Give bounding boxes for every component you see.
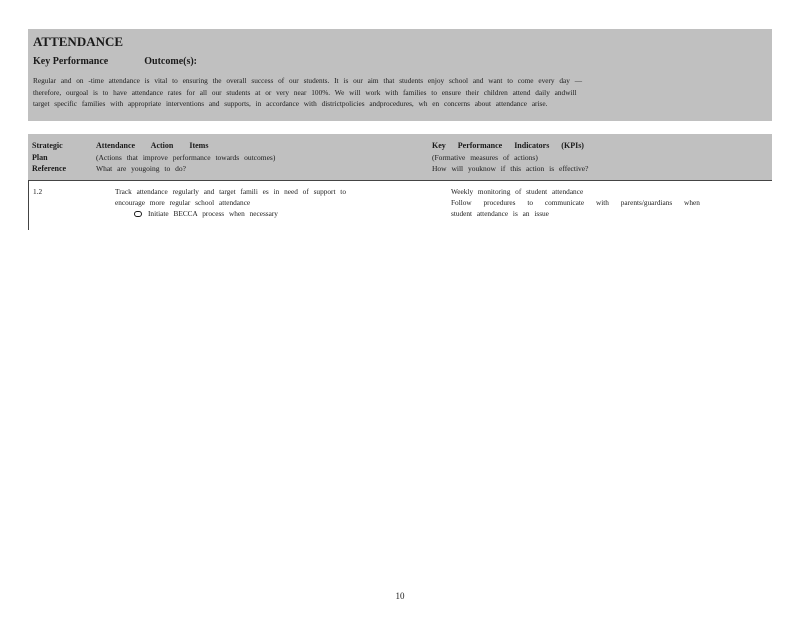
paragraph-line: therefore, ourgoal is to have attendance rates for all our students at or very near 100%. We will work with families to ensure their children attend daily andwill xyxy=(33,87,577,97)
kpi-item-continued: student attendance is an issue xyxy=(451,209,549,218)
paragraph-line: Regular and on -time attendance is vital to ensuring the overall success of our students. It is our aim that students enjoy school and want to come every day — xyxy=(33,76,583,85)
table-header-band xyxy=(28,134,772,180)
header-kpi-sub: (Formative measures of actions) xyxy=(432,152,538,162)
paragraph-line: target specific families with appropriate interventions and supports, in accordance with districtpolicies andprocedures, wh en concerns about attendance arise. xyxy=(33,99,548,108)
outcome-paragraph xyxy=(33,75,733,110)
sub-action-item xyxy=(134,208,278,219)
kpi-item: Follow procedures to communicate with parents/guardians when xyxy=(451,198,700,207)
attendance-header-band xyxy=(28,29,772,121)
key-performance-outcomes-label xyxy=(33,56,197,67)
header-items-title: Attendance Action Items xyxy=(96,141,209,150)
action-item-line: Track attendance regularly and target famili es in need of support to xyxy=(115,187,346,196)
header-strategic-plan-reference xyxy=(32,140,66,175)
circle-bullet-icon xyxy=(134,211,142,217)
header-kpi-title: Key Performance Indicators (KPIs) xyxy=(432,141,584,150)
header-ref-line: Plan xyxy=(32,152,48,162)
sub-action-item-text: Initiate BECCA process when necessary xyxy=(148,209,278,218)
header-ref-line: Strategic xyxy=(32,141,63,150)
kpi-item: Weekly monitoring of student attendance xyxy=(451,187,584,196)
row-reference: 1.2 xyxy=(33,187,43,196)
action-item-line: encourage more regular school attendance xyxy=(115,198,251,207)
kpo-label: Key Performance xyxy=(33,56,109,67)
outcomes-label: Outcome(s): xyxy=(144,56,198,67)
header-kpis xyxy=(432,140,588,175)
page-number: 10 xyxy=(395,591,405,601)
header-ref-line: Reference xyxy=(32,164,67,173)
header-action-items xyxy=(96,140,275,175)
header-items-sub: What are yougoing to do? xyxy=(96,164,186,173)
table-left-border xyxy=(28,180,29,230)
header-kpi-sub: How will youknow if this action is effective? xyxy=(432,164,589,173)
header-items-sub: (Actions that improve performance towards outcomes) xyxy=(96,152,276,162)
table-divider xyxy=(28,180,772,181)
section-title: ATTENDANCE xyxy=(33,34,124,49)
